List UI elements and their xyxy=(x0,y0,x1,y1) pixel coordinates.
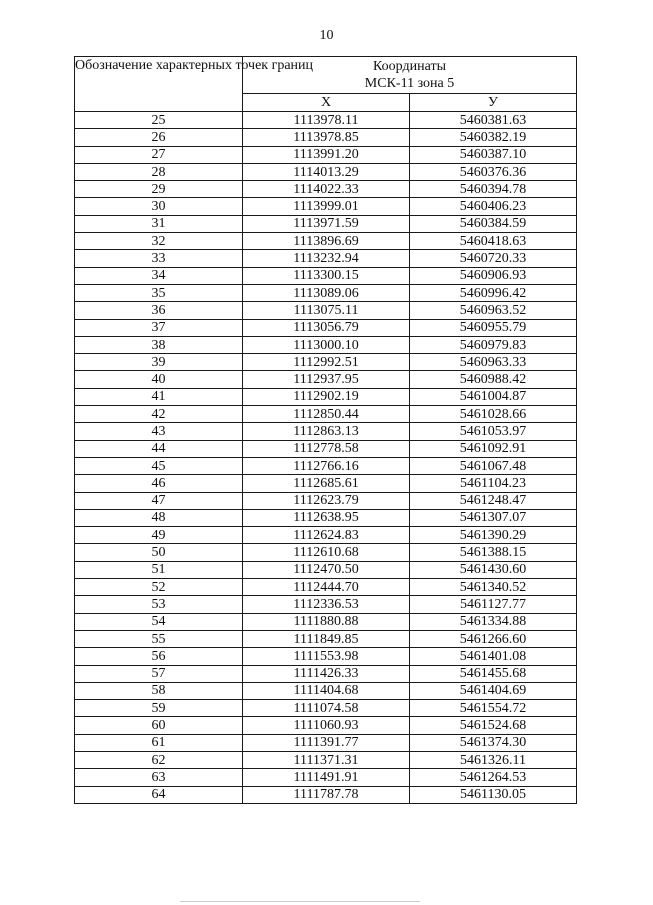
table-row xyxy=(75,596,577,613)
x-coordinate-cell: 1112470.50 xyxy=(243,561,410,578)
x-coordinate-cell: 1113056.79 xyxy=(243,319,410,336)
table-row xyxy=(75,388,577,405)
y-coordinate-cell: 5461130.05 xyxy=(410,786,577,803)
y-coordinate-cell: 5460381.63 xyxy=(410,112,577,129)
x-coordinate-cell: 1113999.01 xyxy=(243,198,410,215)
table-row xyxy=(75,181,577,198)
table-row xyxy=(75,613,577,630)
table-row xyxy=(75,112,577,129)
table-row xyxy=(75,284,577,301)
y-coordinate-cell: 5461326.11 xyxy=(410,751,577,768)
page-edge-line xyxy=(180,901,420,902)
point-cell: 59 xyxy=(75,700,243,717)
x-coordinate-cell: 1111426.33 xyxy=(243,665,410,682)
x-coordinate-cell: 1113089.06 xyxy=(243,284,410,301)
point-cell: 51 xyxy=(75,561,243,578)
y-coordinate-cell: 5461455.68 xyxy=(410,665,577,682)
table-row xyxy=(75,734,577,751)
point-cell: 41 xyxy=(75,388,243,405)
point-cell: 49 xyxy=(75,527,243,544)
y-coordinate-cell: 5460996.42 xyxy=(410,284,577,301)
table-row xyxy=(75,648,577,665)
y-coordinate-cell: 5461004.87 xyxy=(410,388,577,405)
point-cell: 53 xyxy=(75,596,243,613)
point-cell: 26 xyxy=(75,129,243,146)
point-cell: 55 xyxy=(75,630,243,647)
x-coordinate-cell: 1111849.85 xyxy=(243,630,410,647)
point-cell: 60 xyxy=(75,717,243,734)
x-column-header: Х xyxy=(243,94,410,112)
x-coordinate-cell: 1111391.77 xyxy=(243,734,410,751)
x-coordinate-cell: 1114022.33 xyxy=(243,181,410,198)
y-coordinate-cell: 5460979.83 xyxy=(410,336,577,353)
table-row xyxy=(75,267,577,284)
point-cell: 54 xyxy=(75,613,243,630)
y-coordinate-cell: 5460963.52 xyxy=(410,302,577,319)
point-cell: 34 xyxy=(75,267,243,284)
y-coordinate-cell: 5461524.68 xyxy=(410,717,577,734)
point-cell: 52 xyxy=(75,579,243,596)
table-row xyxy=(75,319,577,336)
point-cell: 42 xyxy=(75,406,243,423)
y-coordinate-cell: 5461430.60 xyxy=(410,561,577,578)
table-row xyxy=(75,492,577,509)
table-row xyxy=(75,630,577,647)
x-coordinate-cell: 1112992.51 xyxy=(243,354,410,371)
table-body xyxy=(75,112,577,804)
y-coordinate-cell: 5460406.23 xyxy=(410,198,577,215)
x-coordinate-cell: 1113978.11 xyxy=(243,112,410,129)
x-coordinate-cell: 1114013.29 xyxy=(243,163,410,180)
x-coordinate-cell: 1113000.10 xyxy=(243,336,410,353)
y-coordinate-cell: 5461266.60 xyxy=(410,630,577,647)
y-coordinate-cell: 5460394.78 xyxy=(410,181,577,198)
y-coordinate-cell: 5461334.88 xyxy=(410,613,577,630)
table-row xyxy=(75,163,577,180)
x-coordinate-cell: 1112336.53 xyxy=(243,596,410,613)
y-coordinate-cell: 5461404.69 xyxy=(410,682,577,699)
table-row xyxy=(75,406,577,423)
point-cell: 48 xyxy=(75,509,243,526)
point-cell: 58 xyxy=(75,682,243,699)
table-row xyxy=(75,129,577,146)
x-coordinate-cell: 1111074.58 xyxy=(243,700,410,717)
point-cell: 45 xyxy=(75,457,243,474)
page-number: 10 xyxy=(319,28,334,43)
x-coordinate-cell: 1111060.93 xyxy=(243,717,410,734)
table-row xyxy=(75,371,577,388)
point-cell: 40 xyxy=(75,371,243,388)
y-coordinate-cell: 5461264.53 xyxy=(410,769,577,786)
y-coordinate-cell: 5460955.79 xyxy=(410,319,577,336)
table-row xyxy=(75,751,577,768)
y-coordinate-cell: 5461067.48 xyxy=(410,457,577,474)
y-coordinate-cell: 5460418.63 xyxy=(410,233,577,250)
point-cell: 62 xyxy=(75,751,243,768)
table-row xyxy=(75,440,577,457)
y-coordinate-cell: 5460906.93 xyxy=(410,267,577,284)
point-cell: 44 xyxy=(75,440,243,457)
point-cell: 37 xyxy=(75,319,243,336)
y-coordinate-cell: 5461053.97 xyxy=(410,423,577,440)
x-coordinate-cell: 1111491.91 xyxy=(243,769,410,786)
y-coordinate-cell: 5461092.91 xyxy=(410,440,577,457)
x-coordinate-cell: 1112937.95 xyxy=(243,371,410,388)
point-cell: 56 xyxy=(75,648,243,665)
table-row xyxy=(75,354,577,371)
y-coordinate-cell: 5461388.15 xyxy=(410,544,577,561)
point-cell: 50 xyxy=(75,544,243,561)
y-coordinate-cell: 5460376.36 xyxy=(410,163,577,180)
x-coordinate-cell: 1111880.88 xyxy=(243,613,410,630)
y-coordinate-cell: 5460382.19 xyxy=(410,129,577,146)
point-cell: 27 xyxy=(75,146,243,163)
x-coordinate-cell: 1111371.31 xyxy=(243,751,410,768)
coordinate-system: МСК-11 зона 5 xyxy=(364,76,455,91)
table-row xyxy=(75,233,577,250)
x-coordinate-cell: 1113896.69 xyxy=(243,233,410,250)
point-cell: 32 xyxy=(75,233,243,250)
table-row xyxy=(75,475,577,492)
x-coordinate-cell: 1112623.79 xyxy=(243,492,410,509)
table-row xyxy=(75,423,577,440)
coordinates-title: Координаты xyxy=(373,59,446,74)
coordinates-table xyxy=(74,56,577,804)
point-cell: 39 xyxy=(75,354,243,371)
point-cell: 47 xyxy=(75,492,243,509)
table-row xyxy=(75,250,577,267)
table-row xyxy=(75,146,577,163)
table-row xyxy=(75,336,577,353)
x-coordinate-cell: 1112850.44 xyxy=(243,406,410,423)
y-coordinate-cell: 5461374.30 xyxy=(410,734,577,751)
point-designation-header: Обозначение характерных точек границ xyxy=(75,57,243,112)
point-cell: 38 xyxy=(75,336,243,353)
y-coordinate-cell: 5461401.08 xyxy=(410,648,577,665)
point-cell: 46 xyxy=(75,475,243,492)
x-coordinate-cell: 1113300.15 xyxy=(243,267,410,284)
table-row xyxy=(75,198,577,215)
x-coordinate-cell: 1112638.95 xyxy=(243,509,410,526)
point-cell: 29 xyxy=(75,181,243,198)
x-coordinate-cell: 1113978.85 xyxy=(243,129,410,146)
table-row xyxy=(75,509,577,526)
table-header xyxy=(75,57,577,112)
y-coordinate-cell: 5460384.59 xyxy=(410,215,577,232)
table-row xyxy=(75,457,577,474)
table-row xyxy=(75,579,577,596)
table-row xyxy=(75,786,577,803)
table-row xyxy=(75,544,577,561)
point-cell: 31 xyxy=(75,215,243,232)
y-coordinate-cell: 5461248.47 xyxy=(410,492,577,509)
point-cell: 61 xyxy=(75,734,243,751)
y-coordinate-cell: 5461104.23 xyxy=(410,475,577,492)
x-coordinate-cell: 1112766.16 xyxy=(243,457,410,474)
x-coordinate-cell: 1113232.94 xyxy=(243,250,410,267)
x-coordinate-cell: 1112685.61 xyxy=(243,475,410,492)
point-cell: 63 xyxy=(75,769,243,786)
x-coordinate-cell: 1113075.11 xyxy=(243,302,410,319)
x-coordinate-cell: 1112624.83 xyxy=(243,527,410,544)
x-coordinate-cell: 1113971.59 xyxy=(243,215,410,232)
x-coordinate-cell: 1111404.68 xyxy=(243,682,410,699)
y-coordinate-cell: 5461340.52 xyxy=(410,579,577,596)
point-cell: 35 xyxy=(75,284,243,301)
x-coordinate-cell: 1111553.98 xyxy=(243,648,410,665)
x-coordinate-cell: 1112610.68 xyxy=(243,544,410,561)
table-row xyxy=(75,682,577,699)
y-coordinate-cell: 5460963.33 xyxy=(410,354,577,371)
x-coordinate-cell: 1112778.58 xyxy=(243,440,410,457)
table-row xyxy=(75,527,577,544)
y-coordinate-cell: 5461554.72 xyxy=(410,700,577,717)
y-coordinate-cell: 5461127.77 xyxy=(410,596,577,613)
point-cell: 43 xyxy=(75,423,243,440)
x-coordinate-cell: 1113991.20 xyxy=(243,146,410,163)
y-coordinate-cell: 5460387.10 xyxy=(410,146,577,163)
table-row xyxy=(75,700,577,717)
x-coordinate-cell: 1112902.19 xyxy=(243,388,410,405)
table-row xyxy=(75,215,577,232)
table-row xyxy=(75,561,577,578)
y-coordinate-cell: 5460988.42 xyxy=(410,371,577,388)
point-cell: 25 xyxy=(75,112,243,129)
point-cell: 57 xyxy=(75,665,243,682)
x-coordinate-cell: 1112863.13 xyxy=(243,423,410,440)
y-coordinate-cell: 5460720.33 xyxy=(410,250,577,267)
point-cell: 36 xyxy=(75,302,243,319)
point-cell: 64 xyxy=(75,786,243,803)
point-cell: 33 xyxy=(75,250,243,267)
y-coordinate-cell: 5461028.66 xyxy=(410,406,577,423)
y-coordinate-cell: 5461307.07 xyxy=(410,509,577,526)
table-row xyxy=(75,717,577,734)
y-coordinate-cell: 5461390.29 xyxy=(410,527,577,544)
x-coordinate-cell: 1112444.70 xyxy=(243,579,410,596)
table-row xyxy=(75,302,577,319)
point-cell: 30 xyxy=(75,198,243,215)
x-coordinate-cell: 1111787.78 xyxy=(243,786,410,803)
table-row xyxy=(75,665,577,682)
point-cell: 28 xyxy=(75,163,243,180)
table-row xyxy=(75,769,577,786)
y-column-header: У xyxy=(410,94,577,112)
